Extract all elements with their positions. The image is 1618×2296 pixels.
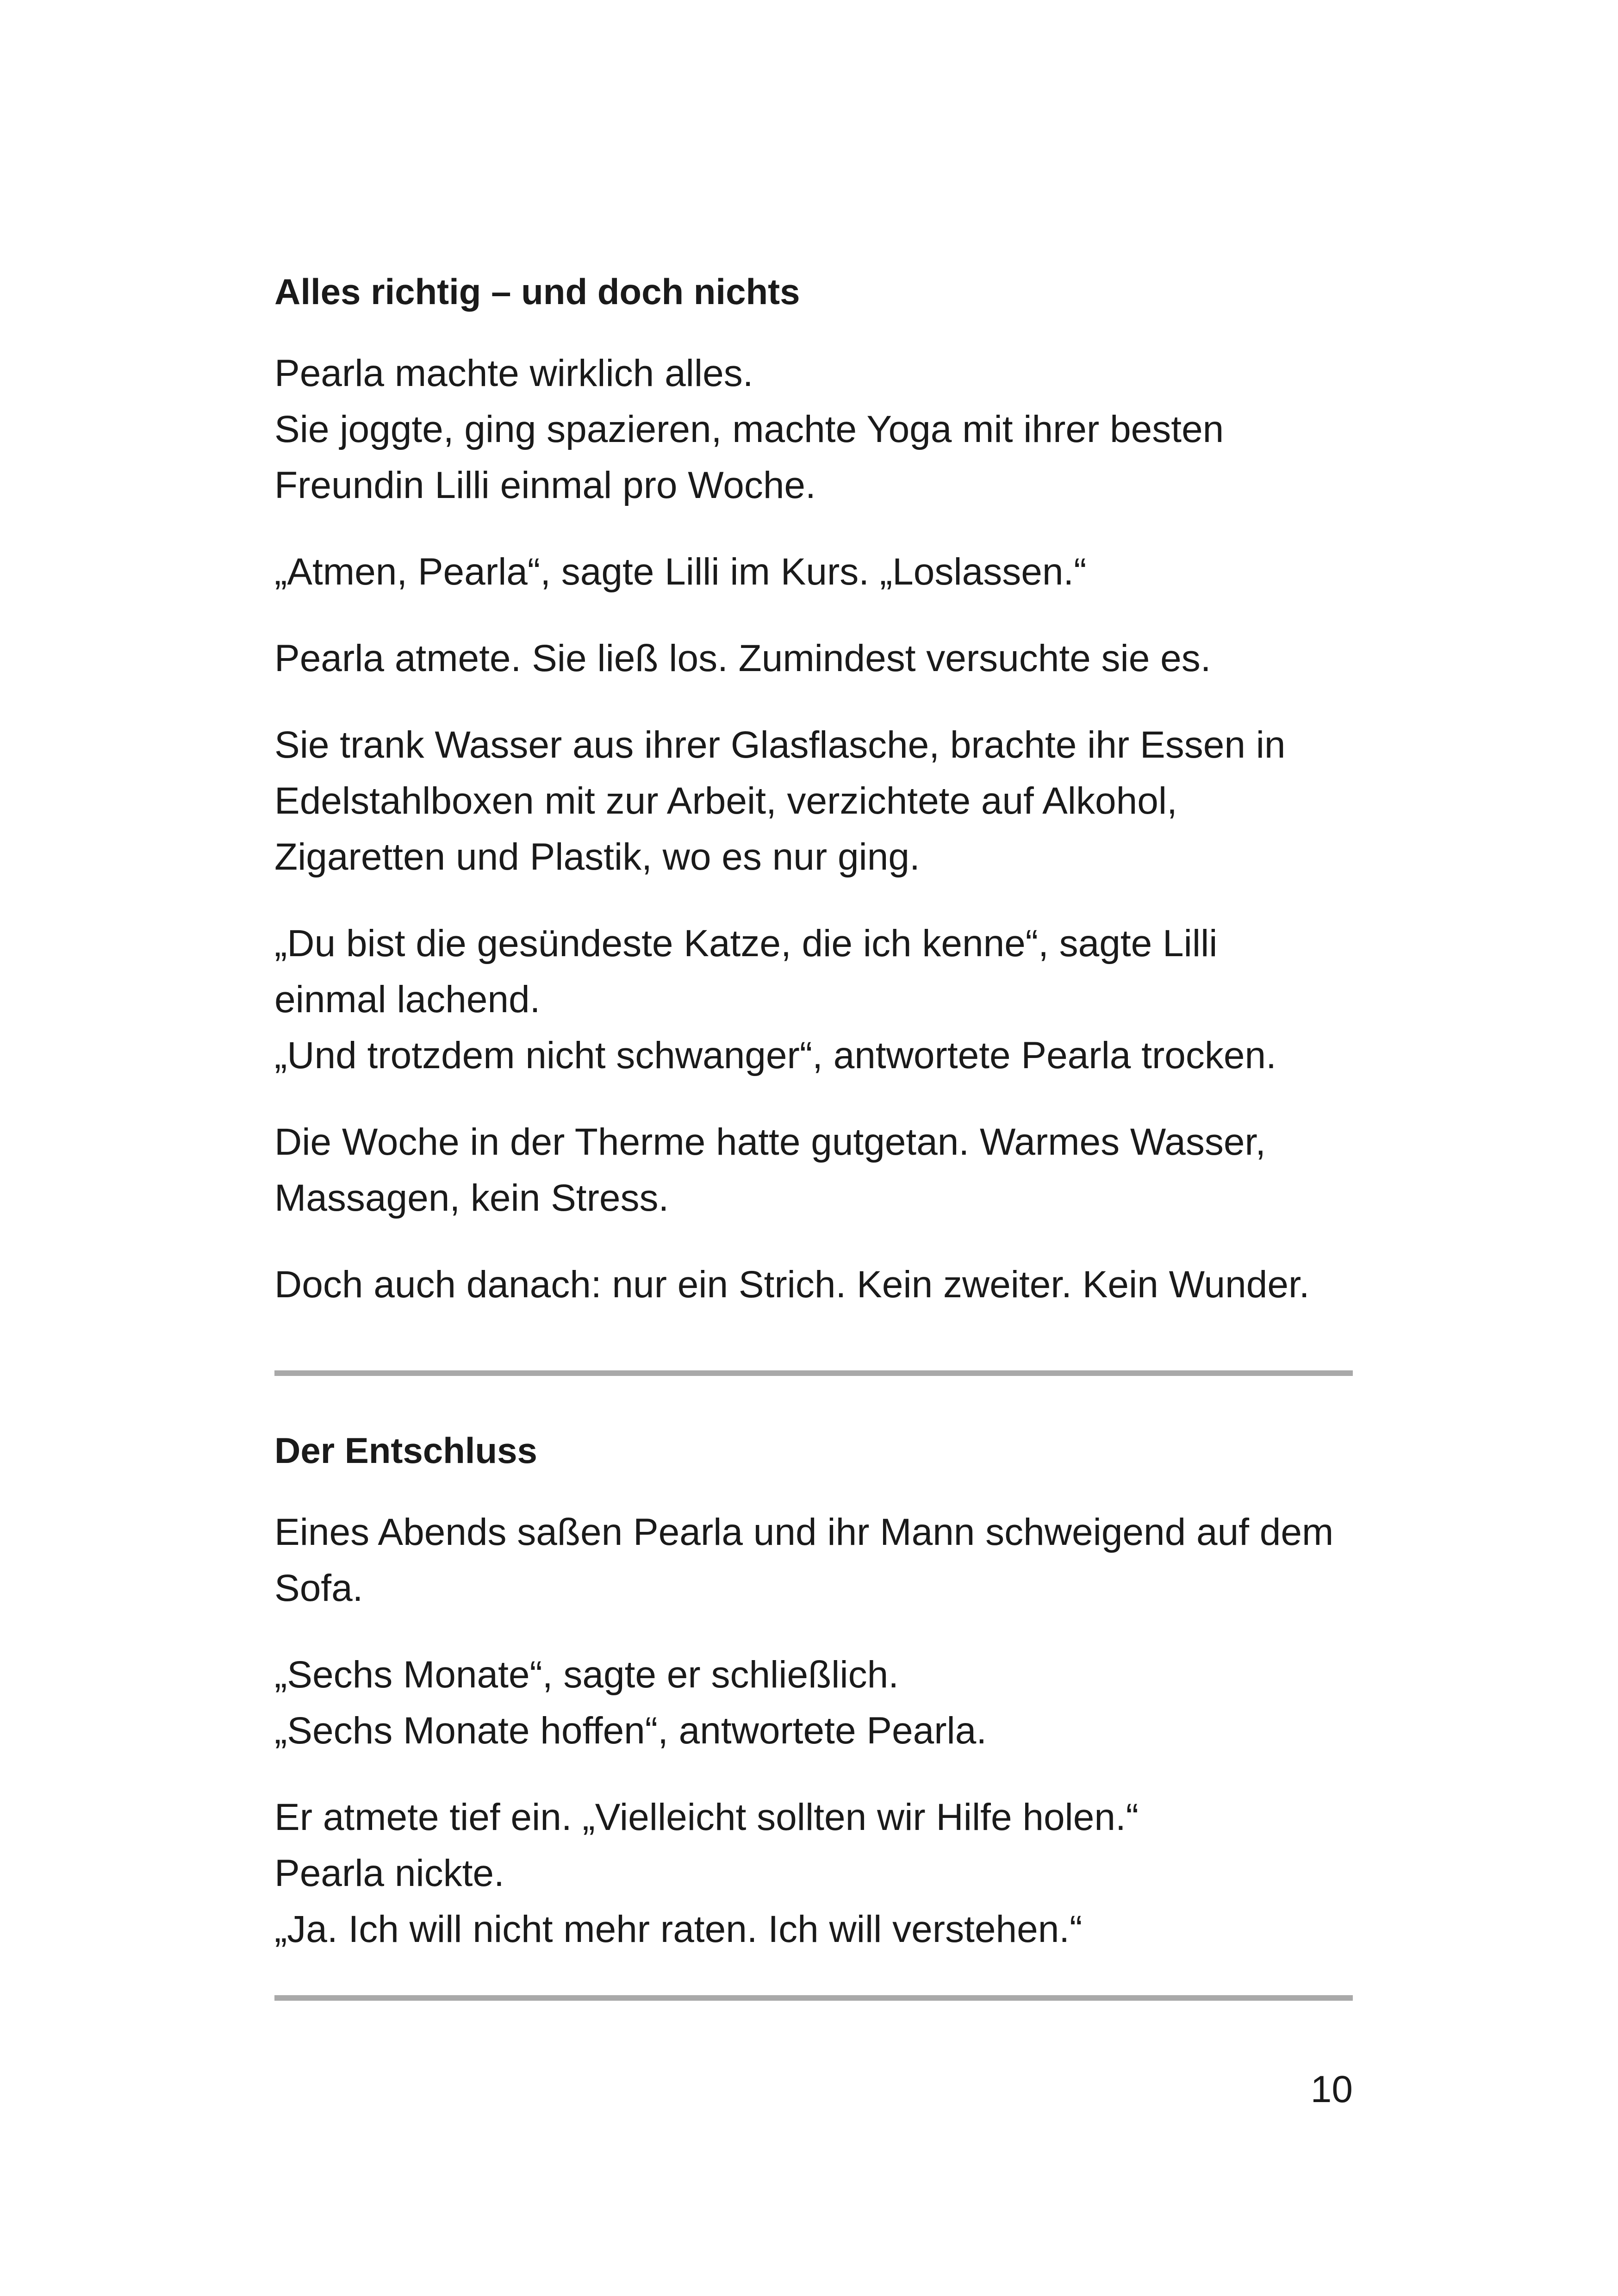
text-line: Freundin Lilli einmal pro Woche.: [274, 464, 816, 506]
text-line: Eines Abends saßen Pearla und ihr Mann schweigend auf dem: [274, 1511, 1334, 1553]
section-divider: [274, 1995, 1353, 2001]
text-line: Sie trank Wasser aus ihrer Glasflasche, brachte ihr Essen in: [274, 724, 1286, 766]
text-line: Edelstahlboxen mit zur Arbeit, verzichtete auf Alkohol,: [274, 780, 1177, 822]
text-line: Zigaretten und Plastik, wo es nur ging.: [274, 836, 920, 878]
text-line: „Sechs Monate“, sagte er schließlich.: [274, 1654, 899, 1696]
paragraph: [274, 1114, 1353, 1226]
text-line: „Ja. Ich will nicht mehr raten. Ich will verstehen.“: [274, 1908, 1083, 1950]
page-content: [274, 268, 1353, 2001]
paragraph: [274, 915, 1353, 1083]
text-line: „Atmen, Pearla“, sagte Lilli im Kurs. „Loslassen.“: [274, 551, 1087, 593]
text-line: „Du bist die gesündeste Katze, die ich kenne“, sagte Lilli: [274, 922, 1218, 964]
paragraph: [274, 717, 1353, 885]
text-line: „Und trotzdem nicht schwanger“, antwortete Pearla trocken.: [274, 1034, 1276, 1076]
text-line: Die Woche in der Therme hatte gutgetan. Warmes Wasser,: [274, 1121, 1266, 1163]
text-line: Sie joggte, ging spazieren, machte Yoga mit ihrer besten: [274, 408, 1224, 450]
paragraph: [274, 1504, 1353, 1616]
text-line: einmal lachend.: [274, 978, 541, 1020]
section-heading-der-entschluss: Der Entschluss: [274, 1430, 537, 1471]
paragraph: [274, 1647, 1353, 1759]
text-line: Massagen, kein Stress.: [274, 1177, 669, 1219]
text-line: „Sechs Monate hoffen“, antwortete Pearla.: [274, 1710, 987, 1752]
section-heading-alles-richtig: Alles richtig – und doch nichts: [274, 271, 800, 312]
paragraph: [274, 1789, 1353, 1957]
paragraph: [274, 345, 1353, 513]
text-line: Sofa.: [274, 1567, 363, 1609]
section-divider: [274, 1370, 1353, 1376]
page-number: 10: [1310, 2068, 1353, 2110]
text-line: Doch auch danach: nur ein Strich. Kein zweiter. Kein Wunder.: [274, 1263, 1310, 1306]
text-line: Pearla nickte.: [274, 1852, 504, 1894]
paragraph: [274, 1257, 1353, 1313]
text-line: Pearla atmete. Sie ließ los. Zumindest versuchte sie es.: [274, 637, 1211, 679]
text-line: Er atmete tief ein. „Vielleicht sollten wir Hilfe holen.“: [274, 1796, 1139, 1838]
text-line: Pearla machte wirklich alles.: [274, 352, 753, 394]
paragraph: [274, 544, 1353, 600]
paragraph: [274, 630, 1353, 686]
